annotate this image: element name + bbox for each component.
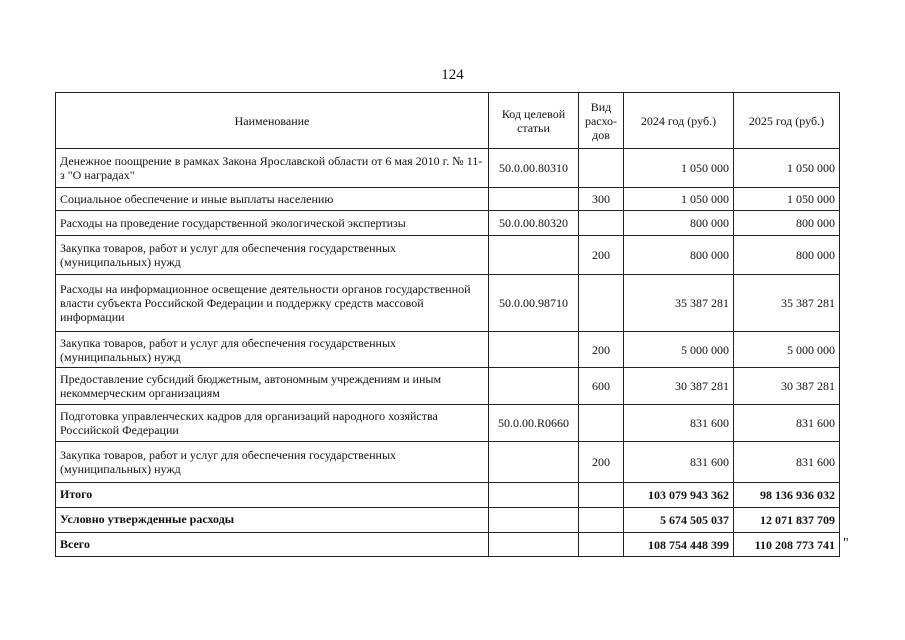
grand-total-row — [56, 533, 840, 557]
row-2025: 30 387 281 — [734, 368, 840, 405]
table-row — [56, 188, 840, 211]
row-type: 200 — [579, 236, 624, 275]
row-code — [489, 332, 579, 368]
row-name: Расходы на информационное освещение деятельности органов государственной власти субъекта Российской Федерации и поддержку средств массовой информации — [56, 275, 489, 332]
table-row — [56, 442, 840, 483]
row-code: 50.0.00.R0660 — [489, 405, 579, 442]
row-code: 50.0.00.80310 — [489, 149, 579, 188]
row-type — [579, 149, 624, 188]
table-row — [56, 332, 840, 368]
table-row — [56, 275, 840, 332]
total-name: Всего — [56, 533, 489, 557]
total-2024: 5 674 505 037 — [624, 508, 734, 533]
table-row — [56, 368, 840, 405]
total-code — [489, 483, 579, 508]
total-row — [56, 483, 840, 508]
row-2025: 831 600 — [734, 405, 840, 442]
total-name: Итого — [56, 483, 489, 508]
row-type: 300 — [579, 188, 624, 211]
total-2025: 98 136 936 032 — [734, 483, 840, 508]
row-2025: 1 050 000 — [734, 188, 840, 211]
table-row — [56, 236, 840, 275]
row-code — [489, 442, 579, 483]
row-name: Предоставление субсидий бюджетным, автономным учреждениям и иным некоммерческим организациям — [56, 368, 489, 405]
total-2025: 110 208 773 741 — [734, 533, 840, 557]
row-2024: 800 000 — [624, 236, 734, 275]
row-2025: 5 000 000 — [734, 332, 840, 368]
total-code — [489, 508, 579, 533]
row-name: Социальное обеспечение и иные выплаты населению — [56, 188, 489, 211]
row-2024: 831 600 — [624, 405, 734, 442]
row-name: Закупка товаров, работ и услуг для обеспечения государственных (муниципальных) нужд — [56, 332, 489, 368]
total-type — [579, 533, 624, 557]
row-2025: 800 000 — [734, 211, 840, 236]
total-type — [579, 483, 624, 508]
row-code: 50.0.00.98710 — [489, 275, 579, 332]
header-2024: 2024 год (руб.) — [624, 93, 734, 149]
total-2025: 12 071 837 709 — [734, 508, 840, 533]
row-type — [579, 405, 624, 442]
row-2024: 5 000 000 — [624, 332, 734, 368]
row-2024: 800 000 — [624, 211, 734, 236]
row-name: Подготовка управленческих кадров для организаций народного хозяйства Российской Федерации — [56, 405, 489, 442]
header-2025: 2025 год (руб.) — [734, 93, 840, 149]
header-row — [56, 93, 840, 149]
row-code: 50.0.00.80320 — [489, 211, 579, 236]
row-code — [489, 368, 579, 405]
row-type: 200 — [579, 442, 624, 483]
budget-table — [55, 92, 840, 557]
total-name: Условно утвержденные расходы — [56, 508, 489, 533]
total-2024: 108 754 448 399 — [624, 533, 734, 557]
header-code: Код целевой статьи — [489, 93, 579, 149]
row-2025: 35 387 281 — [734, 275, 840, 332]
table-row — [56, 211, 840, 236]
table-row — [56, 149, 840, 188]
conditional-expenses-row — [56, 508, 840, 533]
row-code — [489, 188, 579, 211]
total-code — [489, 533, 579, 557]
row-name: Денежное поощрение в рамках Закона Ярославской области от 6 мая 2010 г. № 11-з "О наградах" — [56, 149, 489, 188]
total-type — [579, 508, 624, 533]
header-name: Наименование — [56, 93, 489, 149]
row-2025: 831 600 — [734, 442, 840, 483]
row-2024: 30 387 281 — [624, 368, 734, 405]
row-code — [489, 236, 579, 275]
header-type: Вид расхо-дов — [579, 93, 624, 149]
closing-quote: " — [843, 536, 849, 551]
total-2024: 103 079 943 362 — [624, 483, 734, 508]
row-type — [579, 211, 624, 236]
table-row — [56, 405, 840, 442]
row-type: 200 — [579, 332, 624, 368]
row-2024: 1 050 000 — [624, 149, 734, 188]
row-name: Расходы на проведение государственной экологической экспертизы — [56, 211, 489, 236]
row-2024: 831 600 — [624, 442, 734, 483]
row-name: Закупка товаров, работ и услуг для обеспечения государственных (муниципальных) нужд — [56, 442, 489, 483]
row-2025: 800 000 — [734, 236, 840, 275]
row-2024: 35 387 281 — [624, 275, 734, 332]
row-type — [579, 275, 624, 332]
page-number: 124 — [441, 67, 464, 83]
row-type: 600 — [579, 368, 624, 405]
row-2025: 1 050 000 — [734, 149, 840, 188]
row-2024: 1 050 000 — [624, 188, 734, 211]
row-name: Закупка товаров, работ и услуг для обеспечения государственных (муниципальных) нужд — [56, 236, 489, 275]
